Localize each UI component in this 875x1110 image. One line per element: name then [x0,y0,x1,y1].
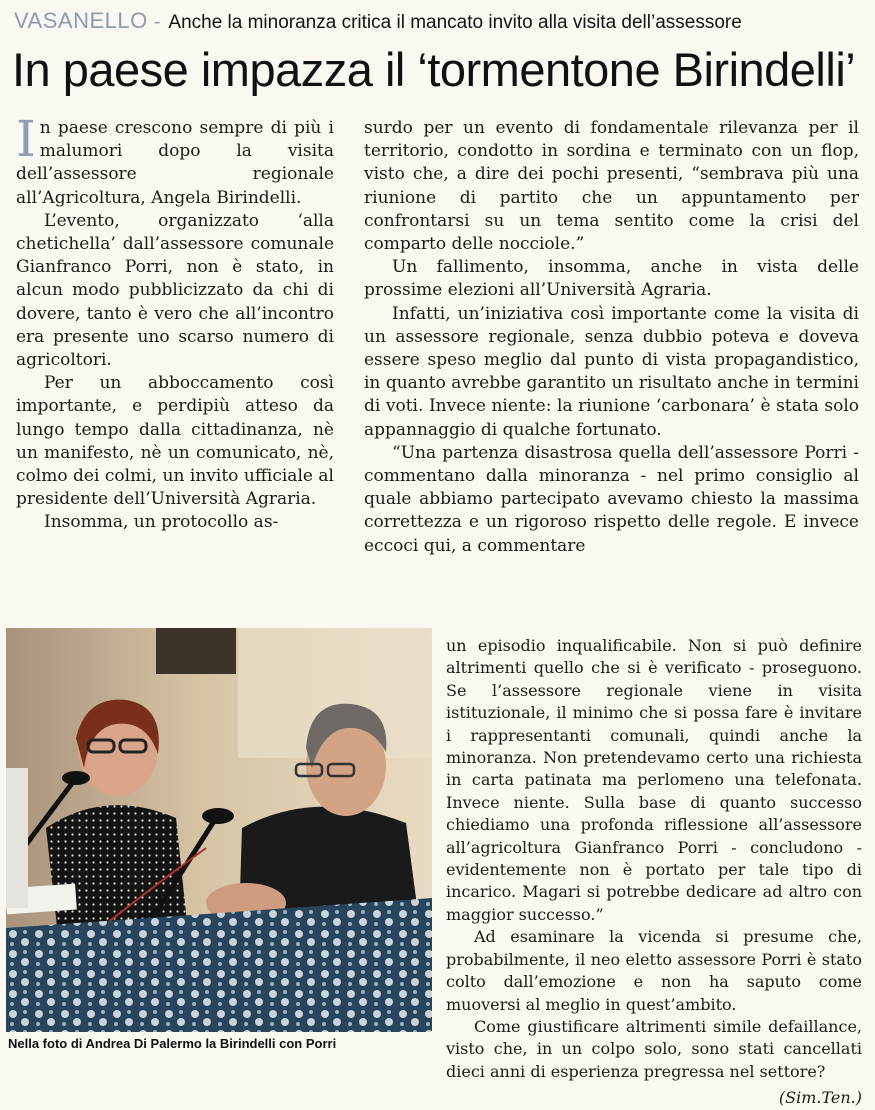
photo-illustration [6,628,432,1032]
article-column-3 [446,635,862,1110]
col1-paragraph-1-text: n paese crescono sempre di più i malumori dopo la visita dell’assessore regionale all’Agricoltura, Angela Birindelli. [16,118,334,208]
author-signature: (Sim.Ten.) [778,1088,862,1108]
col3-paragraph-2: Ad esaminare la vicenda si presume che, probabilmente, il neo eletto assessore Porri è stato colto dall’emozione e non ha saputo come muoversi al meglio in quest’ambito. [446,927,862,1014]
photo-caption: Nella foto di Andrea Di Palermo la Birindelli con Porri [8,1036,337,1051]
kicker-place: VASANELLO [14,8,148,33]
kicker-line [14,8,865,34]
col2-paragraph-3: Infatti, un’iniziativa così importante come la visita di un assessore regionale, senza dubbio poteva e doveva essere speso meglio dal punto di vista propagandistico, in quanto avrebbe garantito un risultato anche in termini di voti. Invece niente: la riunione ‘carbonara’ è stata solo appannaggio di qualche fortunato. [364,303,859,440]
col1-paragraph-2: L’evento, organizzato ‘alla chetichella’ dall’assessore comunale Gianfranco Porri, non è stato, in alcun modo pubblicizzato da chi di dovere, tanto è vero che all’incontro era presente uno scarso numero di agricoltori. [16,210,334,371]
kicker-dash: - [153,11,161,33]
col3-paragraph-1: un episodio inqualificabile. Non si può definire altrimenti quello che si è verificato - proseguono. Se l’assessore regionale viene in visita istituzionale, il minimo che si possa fare è invitare i rappresentanti comunali, quindi anche la minoranza. Non pretendevamo certo una richiesta in carta patinata ma perlomeno una telefonata. Invece niente. Sulla base di quanto successo chiediamo una profonda riflessione all’assessore all’agricoltura Gianfranco Porri - concludono - evidentemente non è portato per tale tipo di incarico. Magari si potrebbe dedicare ad altro con maggior successo.” [446,636,862,924]
article-column-1 [16,110,334,535]
news-photo [6,628,432,1032]
col1-paragraph-4: Insomma, un protocollo as- [44,512,279,533]
col3-paragraph-3: Come giustificare altrimenti simile defaillance, visto che, in un colpo solo, sono stati cancellati dieci anni di esperienza pregressa nel settore? [446,1016,862,1081]
col2-paragraph-4: “Una partenza disastrosa quella dell’assessore Porri - commentano dalla minoranza - nel primo consiglio al quale abbiamo partecipato avevamo chiesto la massima correttezza e un rigoroso rispetto delle regole. E invece eccoci qui, a commentare [364,442,859,556]
article-column-2 [364,117,859,558]
kicker-subtitle: Anche la minoranza critica il mancato invito alla visita dell’assessore [168,12,742,33]
headline: In paese impazza il ‘tormentone Birindelli’ [12,43,856,96]
col2-paragraph-2: Un fallimento, insomma, anche in vista delle prossime elezioni all’Università Agraria. [364,257,859,301]
drop-cap: I [16,110,36,168]
col2-paragraph-1: surdo per un evento di fondamentale rilevanza per il territorio, condotto in sordina e terminato con un flop, visto che, a dire dei pochi presenti, “sembrava più una riunione di partito che un appuntamento per confrontarsi su un tema sentito come la crisi del comparto delle nocciole.” [364,118,859,255]
col1-paragraph-1 [16,110,334,210]
col1-paragraph-3: Per un abboccamento così importante, e perdipiù atteso da lungo tempo dalla cittadinanza, nè un manifesto, nè un comunicato, nè, colmo dei colmi, un invito ufficiale al presidente dell’Università Agraria. [16,373,334,510]
